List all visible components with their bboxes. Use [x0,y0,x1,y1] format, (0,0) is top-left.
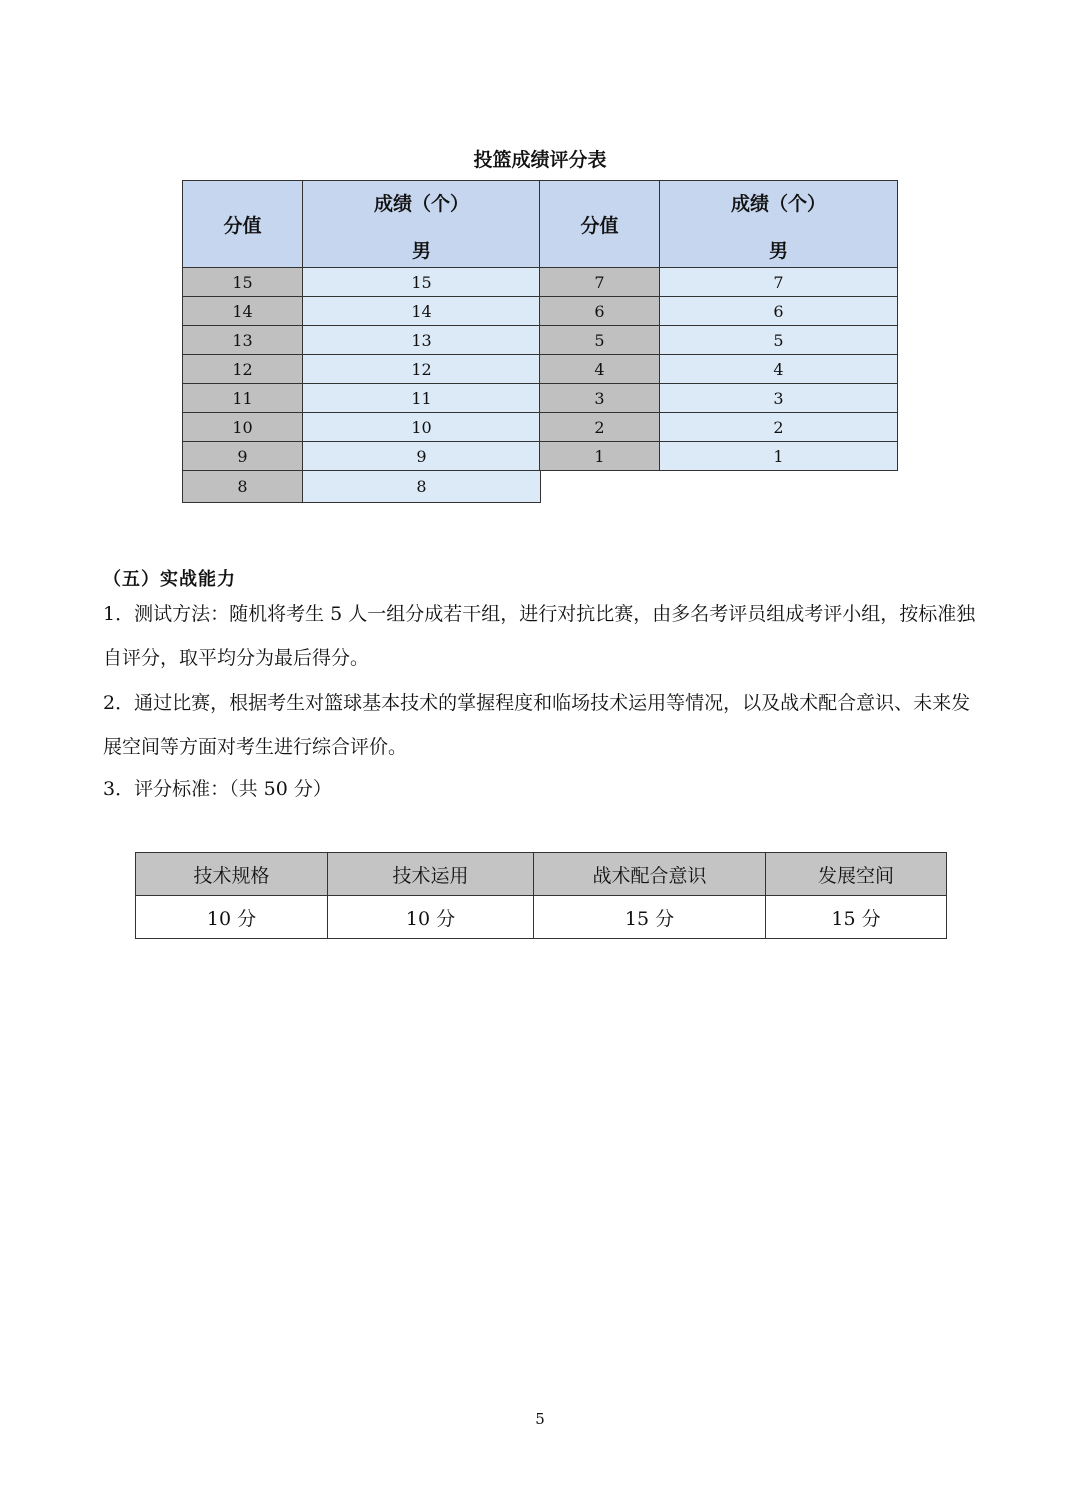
table-row [540,442,898,471]
score-cell: 8 [183,471,303,503]
table-row [540,297,898,326]
table-row [183,268,541,297]
score-cell: 1 [540,442,660,471]
result-header-label: 成绩（个） [373,193,469,215]
table-row [183,297,541,326]
score-table-left [182,180,541,503]
paragraph-evaluation: 2．通过比赛，根据考生对篮球基本技术的掌握程度和临场技术运用等情况，以及战术配合意识、未来发展空间等方面对考生进行综合评价。 [103,692,971,758]
score-header: 分值 [540,181,660,268]
table-row [183,442,541,471]
paragraph-criteria: 3．评分标准：（共 50 分） [103,778,332,800]
result-cell: 15 [303,268,541,297]
result-header-sub: 男 [411,240,431,262]
score-cell: 10 [183,413,303,442]
criteria-value: 10 分 [328,896,534,939]
table-row [540,355,898,384]
criteria-value: 15 分 [534,896,766,939]
score-cell: 12 [183,355,303,384]
result-cell: 11 [303,384,541,413]
score-cell: 14 [183,297,303,326]
result-header-label: 成绩（个） [730,193,826,215]
score-cell: 13 [183,326,303,355]
criteria-header-row [136,853,947,896]
score-cell: 11 [183,384,303,413]
criteria-value-row [136,896,947,939]
result-cell: 2 [660,413,898,442]
page-number: 5 [535,1410,545,1428]
result-header-sub: 男 [768,240,788,262]
score-cell: 5 [540,326,660,355]
criteria-value: 10 分 [136,896,328,939]
section-heading: （五）实战能力 [103,569,236,590]
table-row [183,384,541,413]
result-cell: 10 [303,413,541,442]
table-row [540,384,898,413]
score-cell: 9 [183,442,303,471]
score-cell: 7 [540,268,660,297]
table-row [540,413,898,442]
score-cell: 2 [540,413,660,442]
criteria-header: 发展空间 [766,853,947,896]
result-cell: 4 [660,355,898,384]
result-cell: 3 [660,384,898,413]
table-row [183,413,541,442]
score-table-title: 投篮成绩评分表 [473,149,607,171]
criteria-header: 技术规格 [136,853,328,896]
criteria-table [135,852,947,939]
result-cell: 9 [303,442,541,471]
score-cell: 3 [540,384,660,413]
result-cell: 6 [660,297,898,326]
table-row [540,326,898,355]
result-cell: 7 [660,268,898,297]
table-row [183,355,541,384]
criteria-header: 战术配合意识 [534,853,766,896]
result-cell: 13 [303,326,541,355]
result-cell: 5 [660,326,898,355]
result-cell: 8 [303,471,541,503]
table-row [183,471,541,503]
table-row [183,326,541,355]
table-row [540,268,898,297]
paragraph-test-method: 1．测试方法：随机将考生 5 人一组分成若干组，进行对抗比赛，由多名考评员组成考评小组，按标准独自评分，取平均分为最后得分。 [103,603,976,669]
score-header: 分值 [183,181,303,268]
score-cell: 6 [540,297,660,326]
criteria-value: 15 分 [766,896,947,939]
result-cell: 1 [660,442,898,471]
result-header [660,181,898,268]
score-cell: 15 [183,268,303,297]
result-header [303,181,541,268]
result-cell: 12 [303,355,541,384]
score-table-right [539,180,898,471]
criteria-header: 技术运用 [328,853,534,896]
result-cell: 14 [303,297,541,326]
score-cell: 4 [540,355,660,384]
